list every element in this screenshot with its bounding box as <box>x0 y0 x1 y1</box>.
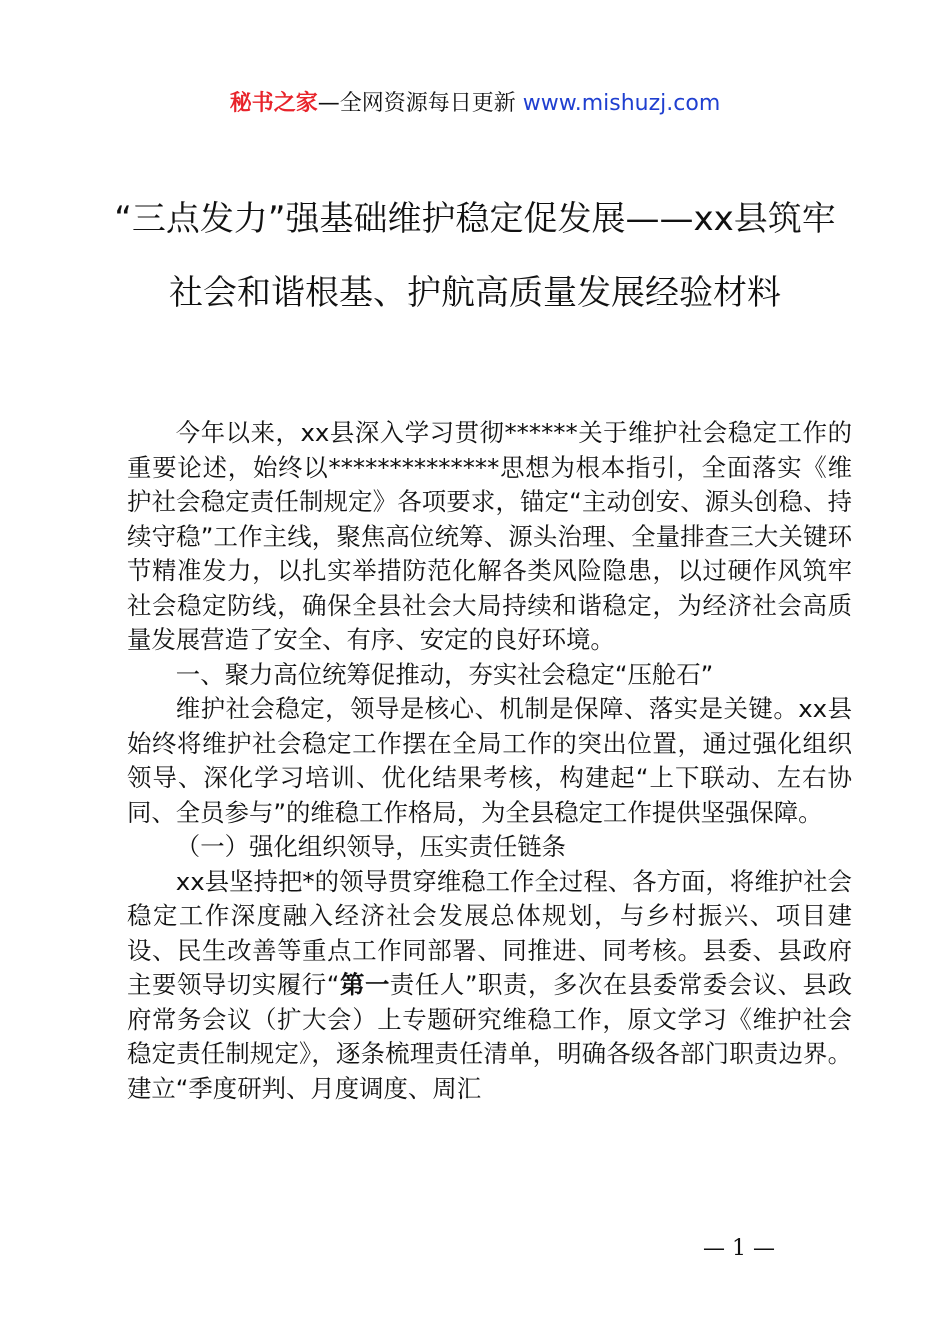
section-heading-1: 一、聚力高位统筹促推动，夯实社会稳定“压舱石” <box>175 659 714 689</box>
paragraph-section-1: 维护社会稳定，领导是核心、机制是保障、落实是关键。xx县始终将维护社会稳定工作摆在全局工作的突出位置，通过强化组织领导、深化学习培训、优化结果考核，构建起“上下联动、左右协同、全员参与”的维稳工作格局，为全县稳定工作提供坚强保障。 <box>127 694 852 827</box>
page-number: — 1 — <box>703 1236 775 1261</box>
brand-name: 秘书之家 <box>229 91 318 116</box>
site-url[interactable]: www.mishuzj.com <box>522 91 721 116</box>
document-body <box>127 416 852 1106</box>
paragraph-subsection-1 <box>127 865 852 1107</box>
subsection-heading-1: （一）强化组织领导，压实责任链条 <box>175 832 567 861</box>
header-slogan: —全网资源每日更新 <box>317 91 523 116</box>
site-header <box>0 88 950 120</box>
paragraph-text-part1: xx县坚持把*的领导贯穿维稳工作全过程、各方面，将维护社会稳定工作深度融入经济社会发展总体规划，与乡村振兴、项目建设、民生改善等重点工作同部署、同推进、同考核。县委、县政府主要领导切实履行“ <box>127 866 852 999</box>
emphasis-text: 第一 <box>339 970 390 999</box>
document-title: “三点发力”强基础维护稳定促发展——xx县筑牢社会和谐根基、护航高质量发展经验材料 <box>114 199 836 313</box>
paragraph-text-part2: 责任人”职责，多次在县委常委会议、县政府常务会议（扩大会）上专题研究维稳工作，原文学习《维护社会稳定责任制规定》，逐条梳理责任清单，明确各级各部门职责边界。建立“季度研判、月度调度、周汇 <box>127 970 852 1103</box>
paragraph-intro: 今年以来，xx县深入学习贯彻******关于维护社会稳定工作的重要论述，始终以**************思想为根本指引，全面落实《维护社会稳定责任制规定》各项要求，锚定“主动创安、源头创稳、持续守稳”工作主线，聚焦高位统筹、源头治理、全量排查三大关键环节精准发力，以扎实举措防范化解各类风险隐患，以过硬作风筑牢社会稳定防线，确保全县社会大局持续和谐稳定，为经济社会高质量发展营造了安全、有序、安定的良好环境。 <box>127 418 852 654</box>
